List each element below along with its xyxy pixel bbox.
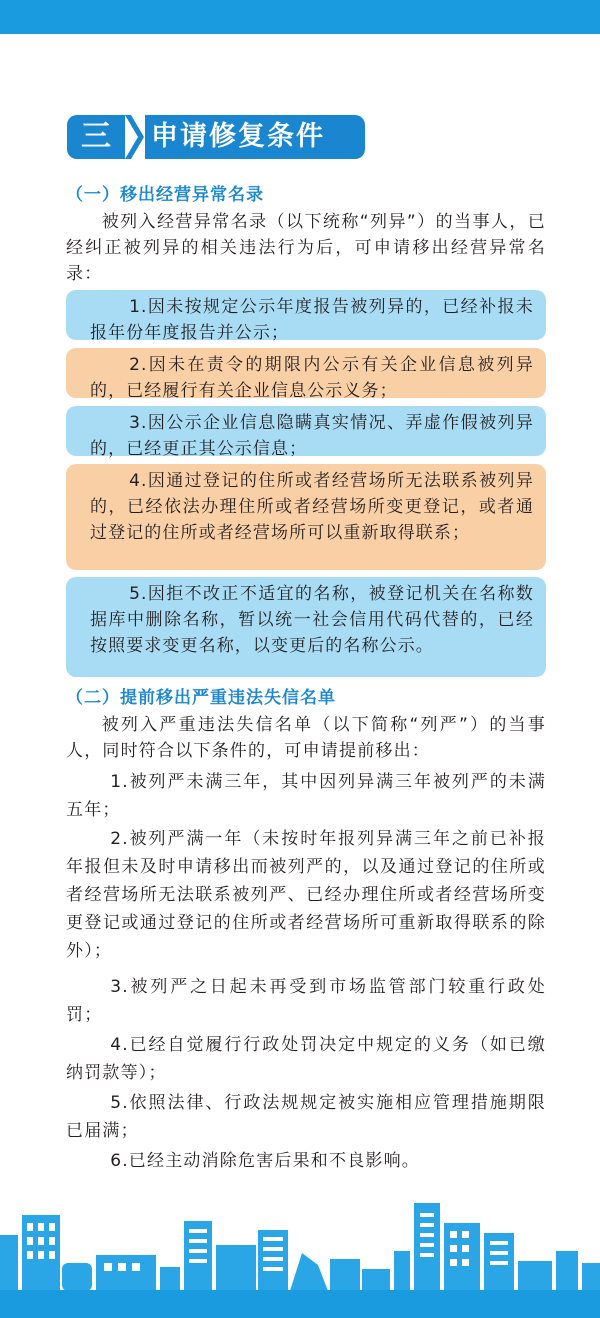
list-item: 1.被列严未满三年，其中因列异满三年被列严的未满五年；	[66, 772, 546, 820]
list-item: 2.被列严满一年（未按时年报列异满三年之前已补报年报但未及时申请移出而被列严的，以及通过登记的住所或者经营场所无法联系被列严、已经办理住所或者经营场所变更登记或通过登记的住所或者经营场所可重新取得联系的除外）；	[66, 829, 546, 961]
part2-heading: （二）提前移出严重违法失信名单	[66, 688, 336, 708]
list-item: 2.因未在责令的期限内公示有关企业信息被列异的，已经履行有关企业信息公示义务；	[66, 348, 546, 398]
part2-intro: 被列入严重违法失信名单（以下简称“列严”）的当事人，同时符合以下条件的，可申请提前移出：	[66, 715, 546, 761]
list-item: 6.已经主动消除危害后果和不良影响。	[110, 1151, 421, 1171]
part1-intro: 被列入经营异常名录（以下统称“列异”）的当事人，已经纠正被列异的相关违法行为后，可申请移出经营异常名录：	[66, 212, 546, 284]
section-number: 三	[67, 115, 125, 159]
list-item: 3.被列严之日起未再受到市场监管部门较重行政处罚；	[66, 977, 546, 1025]
chevron-right-icon	[125, 115, 147, 159]
part1-heading: （一）移出经营异常名录	[66, 185, 264, 205]
city-skyline-illustration	[0, 1185, 600, 1291]
bottom-bar	[0, 1290, 600, 1318]
section-title: 申请修复条件	[145, 115, 365, 159]
list-item: 5.因拒不改正不适宜的名称，被登记机关在名称数据库中删除名称，暂以统一社会信用代码代替的，已经按照要求变更名称，以变更后的名称公示。	[66, 577, 546, 677]
top-bar	[0, 0, 600, 34]
list-item: 4.已经自觉履行行政处罚决定中规定的义务（如已缴纳罚款等）；	[66, 1035, 546, 1083]
list-item: 5.依照法律、行政法规规定被实施相应管理措施期限已届满；	[66, 1093, 546, 1141]
list-item: 4.因通过登记的住所或者经营场所无法联系被列异的，已经依法办理住所或者经营场所变更登记，或者通过登记的住所或者经营场所可以重新取得联系；	[66, 464, 546, 570]
list-item: 1.因未按规定公示年度报告被列异的，已经补报未报年份年度报告并公示；	[66, 290, 546, 340]
section-banner	[67, 115, 365, 159]
list-item: 3.因公示企业信息隐瞒真实情况、弄虚作假被列异的，已经更正其公示信息；	[66, 406, 546, 456]
